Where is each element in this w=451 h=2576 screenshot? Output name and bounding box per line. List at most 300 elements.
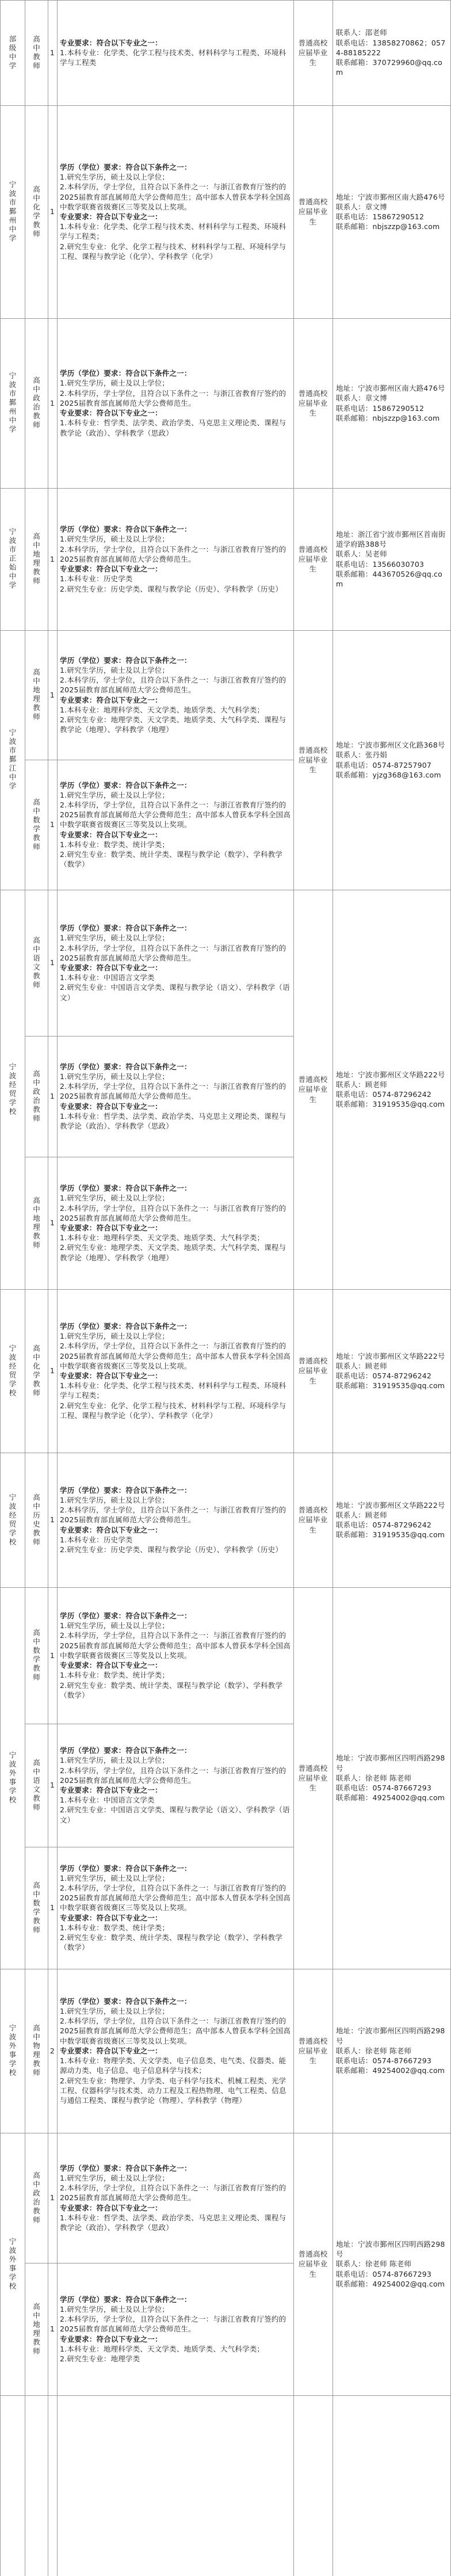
subject-label: 高中语文教师	[32, 1758, 41, 1812]
school-name-cell	[2, 105, 23, 318]
contact-text: 联系电话：0574-87667293	[336, 2269, 432, 2278]
requirements-cell	[60, 1455, 291, 1585]
requirement-text: 2.研究生专业：历史学类、课程与教学论（历史）、学科教学（历史）	[60, 584, 283, 593]
contact-cell	[336, 318, 449, 488]
requirement-heading	[60, 2334, 291, 2344]
contact-lines	[336, 28, 449, 77]
subject-cell	[26, 1587, 47, 1724]
requirement-text: 1.本科专业：哲学类、法学类、政治学类、马克思主义理论类、课程与教学论（政治）、学科教学（思政）	[60, 2213, 286, 2232]
subject-label: 高中政治教师	[32, 1069, 41, 1123]
requirement-text: 1.研究生学历，硕士及以上学位；	[60, 1873, 170, 1883]
requirement-text: 2.研究生专业：历史学类、课程与教学论（历史）、学科教学（历史）	[60, 1545, 283, 1554]
requirement-line	[60, 1681, 291, 1700]
requirement-heading	[60, 1485, 291, 1495]
requirement-line	[60, 1933, 291, 1952]
requirement-text: 1.研究生学历，硕士及以上学位；	[60, 1332, 170, 1341]
subject-label: 高中教师	[32, 35, 41, 71]
headcount-cell	[48, 1724, 57, 1847]
requirement-line	[60, 242, 291, 261]
contact-text: 地址：宁波市鄞州区文华路222号	[336, 1070, 445, 1079]
contact-line	[336, 1361, 445, 1371]
requirement-heading	[60, 1660, 291, 1670]
requirement-text: 专业要求：符合以下专业之一：	[60, 2046, 162, 2055]
requirement-text: 2.本科学历，学士学位，且符合以下条件之一：与浙江省教育厅签约的2025届教育部直属师范大学公费师范生；高中部本人曾获本学科全国高中数学联赛省级赛区三等奖及以上奖项。	[60, 1631, 291, 1660]
requirements-text	[60, 38, 291, 68]
requirements-cell	[60, 1291, 291, 1450]
subject-cell	[26, 1036, 47, 1157]
contact-line	[336, 403, 445, 413]
requirement-text: 学历（学位）要求：符合以下条件之一：	[60, 1746, 192, 1755]
requirements-cell	[60, 1038, 291, 1154]
contact-line	[336, 1520, 445, 1530]
requirement-text: 1.本科专业：地理科学类、天文学类、地质学类、大气科学类；	[60, 705, 265, 714]
requirement-line	[60, 1193, 291, 1203]
requirement-text: 1.研究生学历，硕士及以上学位；	[60, 2304, 170, 2314]
requirement-line	[60, 1766, 291, 1785]
contact-text: 联系邮箱：nbjszzp@163.com	[336, 222, 440, 231]
requirement-line	[60, 388, 291, 408]
requirement-line	[60, 1495, 291, 1505]
requirement-line	[60, 665, 291, 675]
requirement-heading	[60, 1913, 291, 1923]
contact-cell	[336, 105, 449, 318]
requirement-text: 2.本科学历，学士学位，且符合以下条件之一：与浙江省教育厅签约的2025届教育部直属师范大学公费师范生；高中部本人曾获本学科全国高中数学联赛省级赛区三等奖及以上奖项。	[60, 1883, 291, 1912]
recruit-source: 普通高校应届毕业生	[298, 388, 328, 418]
recruit-source-cell	[296, 1453, 330, 1587]
contact-text: 联系人：章文博	[336, 202, 387, 211]
headcount-cell	[48, 1289, 57, 1453]
requirement-line	[60, 222, 291, 241]
requirements-text	[60, 1321, 291, 1420]
requirement-text: 2.研究生专业：中国语言文学类、课程与教学论（语文）、学科教学（语文）	[60, 1805, 290, 1824]
requirement-text: 1.本科专业：历史学类	[60, 1535, 133, 1544]
headcount: 1	[49, 2193, 55, 2202]
requirement-line	[60, 943, 291, 963]
contact-line	[336, 740, 445, 750]
contact-line	[336, 2279, 449, 2289]
contact-line	[336, 383, 445, 393]
requirement-heading	[60, 1321, 291, 1331]
contact-text: 联系邮箱：443670526@qq.com	[336, 569, 442, 588]
headcount-cell	[48, 2263, 57, 2395]
requirement-text: 学历（学位）要求：符合以下条件之一：	[60, 2163, 192, 2173]
requirements-cell	[60, 632, 291, 757]
contact-text: 联系人：顾老师	[336, 1510, 387, 1519]
headcount-cell	[48, 1453, 57, 1587]
contact-line	[336, 2269, 449, 2279]
column-divider	[0, 0, 1, 2576]
requirement-line	[60, 1630, 291, 1660]
requirements-cell	[60, 1726, 291, 1845]
headcount: 1	[49, 958, 55, 967]
requirement-line	[60, 973, 291, 982]
subject-label: 高中地理教师	[32, 2302, 41, 2356]
contact-text: 联系电话：15867290512	[336, 403, 425, 413]
contact-text: 联系人：徐老师 陈老师	[336, 2046, 412, 2055]
contact-lines	[336, 1500, 445, 1540]
contact-line	[336, 1089, 445, 1099]
requirement-line	[60, 1233, 291, 1243]
requirement-heading	[60, 212, 291, 222]
requirement-heading	[60, 656, 291, 665]
requirement-text: 学历（学位）要求：符合以下条件之一：	[60, 780, 192, 790]
contact-lines	[336, 740, 445, 780]
subject-cell	[26, 1724, 47, 1847]
requirements-text	[60, 923, 291, 1003]
subject-cell	[26, 2133, 47, 2263]
requirement-text: 2.研究生专业：数学类、统计学类、课程与教学论（数学）、学科教学（数学）	[60, 1681, 283, 1699]
contact-cell	[336, 1289, 449, 1453]
contact-line	[336, 413, 445, 423]
contact-text: 地址：宁波市鄞州区南大路476号	[336, 192, 445, 201]
contact-lines	[336, 192, 445, 232]
requirements-text	[60, 1996, 291, 2105]
contact-line	[336, 529, 449, 549]
requirement-text: 2.本科学历，学士学位，且符合以下条件之一：与浙江省教育厅签约的2025届教育部直属师范大学公费师范生；高中部本人曾获本学科全国高中数学联赛省级赛区三等奖及以上奖项。	[60, 182, 291, 211]
requirement-heading	[60, 524, 291, 534]
contact-line	[336, 559, 449, 569]
requirement-text: 专业要求：符合以下专业之一：	[60, 565, 162, 574]
requirement-text: 1.研究生学历，硕士及以上学位；	[60, 173, 170, 182]
subject-cell	[26, 1847, 47, 1969]
requirement-text: 专业要求：符合以下专业之一：	[60, 2203, 162, 2212]
headcount: 1	[49, 1651, 55, 1660]
requirement-text: 学历（学位）要求：符合以下条件之一：	[60, 656, 192, 665]
recruit-source-cell	[296, 1969, 330, 2133]
requirement-text: 2.研究生专业：中国语言文学类、课程与教学论（语文）、学科教学（语文）	[60, 983, 290, 1002]
contact-text: 联系电话：15867290512	[336, 212, 425, 221]
requirement-text: 专业要求：符合以下专业之一：	[60, 1371, 162, 1380]
position-divider	[25, 1036, 293, 1037]
subject-label: 高中地理教师	[32, 1196, 41, 1250]
requirement-text: 2.研究生专业：物理学、力学类、电子科学与技术、机械工程类、光学工程、仪器科学与技术类、动力工程及工程热物理、电气工程类、信息与通信工程类、课程与教学论（物理）、学科教学（物理）	[60, 2076, 286, 2105]
requirement-line	[60, 1545, 291, 1554]
requirement-heading	[60, 1864, 291, 1873]
contact-line	[336, 58, 449, 77]
school-name-cell	[2, 1969, 23, 2133]
contact-line	[336, 1773, 449, 1783]
requirements-text	[60, 1183, 291, 1263]
requirement-line	[60, 172, 291, 182]
contact-text: 联系邮箱：31919535@qq.com	[336, 1381, 445, 1390]
requirement-line	[60, 1331, 291, 1341]
requirement-line	[60, 1243, 291, 1262]
headcount-cell	[48, 1157, 57, 1289]
contact-cell	[336, 1969, 449, 2133]
recruit-source-cell	[296, 318, 330, 488]
recruit-source-cell	[296, 488, 330, 630]
requirement-line	[60, 378, 291, 388]
school-name: 宁波市正始中学	[8, 528, 17, 590]
contact-line	[336, 1783, 449, 1793]
requirement-text: 1.研究生学历，硕士及以上学位；	[60, 665, 170, 675]
requirement-heading	[60, 923, 291, 933]
subject-label: 高中历史教师	[32, 1493, 41, 1547]
contact-text: 联系人：顾老师	[336, 1361, 387, 1370]
subject-cell	[26, 1157, 47, 1289]
subject-label: 高中数学教师	[32, 1629, 41, 1682]
requirement-heading	[60, 963, 291, 973]
requirements-text	[60, 656, 291, 735]
requirement-line	[60, 1111, 291, 1131]
requirement-heading	[60, 1996, 291, 2006]
requirement-line	[60, 982, 291, 1002]
requirement-heading	[60, 780, 291, 790]
requirement-text: 学历（学位）要求：符合以下条件之一：	[60, 2295, 192, 2304]
requirement-text: 1.本科专业：哲学类、法学类、政治学类、马克思主义理论类、课程与教学论（政治）、学科教学（思政）	[60, 418, 286, 437]
requirement-heading	[60, 368, 291, 378]
requirements-cell	[60, 1849, 291, 1967]
requirements-text	[60, 2163, 291, 2232]
headcount: 2	[49, 2046, 55, 2055]
recruit-source-cell	[296, 2133, 330, 2395]
school-name-cell	[2, 0, 23, 105]
contact-cell	[336, 1453, 449, 1587]
subject-label: 高中政治教师	[32, 2171, 41, 2225]
headcount: 1	[49, 48, 55, 57]
contact-text: 联系电话：13858270862；0574-88185222	[336, 38, 446, 57]
subject-cell	[26, 1453, 47, 1587]
subject-cell	[26, 0, 47, 105]
requirement-text: 2.本科学历，学士学位，且符合以下条件之一：与浙江省教育厅签约的2025届教育部直属师范大学公费师范生。	[60, 943, 286, 962]
contact-line	[336, 1099, 445, 1109]
requirements-cell	[60, 2135, 291, 2261]
subject-cell	[26, 2263, 47, 2395]
requirement-text: 专业要求：符合以下专业之一：	[60, 1786, 162, 1794]
requirement-line	[60, 418, 291, 437]
requirements-text	[60, 1611, 291, 1700]
recruit-source-cell	[296, 1587, 330, 1969]
contact-line	[336, 38, 449, 58]
subject-cell	[26, 760, 47, 890]
requirement-text: 1.研究生学历，硕士及以上学位；	[60, 379, 170, 388]
subject-label: 高中化学教师	[32, 1344, 41, 1398]
headcount-cell	[48, 105, 57, 318]
requirement-heading	[60, 2295, 291, 2304]
requirement-line	[60, 2076, 291, 2106]
recruit-source: 普通高校应届毕业生	[298, 197, 328, 226]
recruit-source: 普通高校应届毕业生	[298, 38, 328, 67]
row-divider	[0, 2395, 451, 2396]
requirement-text: 学历（学位）要求：符合以下条件之一：	[60, 1321, 192, 1331]
requirement-heading	[60, 2046, 291, 2056]
requirements-text	[60, 780, 291, 870]
subject-cell	[26, 318, 47, 488]
contact-line	[336, 770, 445, 780]
subject-cell	[26, 630, 47, 760]
subject-label: 高中化学教师	[32, 185, 41, 239]
requirement-line	[60, 1381, 291, 1400]
recruit-source: 普通高校应届毕业生	[298, 1075, 328, 1104]
contact-line	[336, 569, 449, 589]
requirement-text: 专业要求：符合以下专业之一：	[60, 2334, 162, 2343]
school-name-cell	[2, 1289, 23, 1453]
contact-text: 联系人：徐老师 陈老师	[336, 2259, 412, 2269]
contact-line	[336, 1080, 445, 1089]
school-name: 宁波经贸学校	[8, 1062, 17, 1116]
headcount: 1	[49, 554, 55, 563]
contact-text: 联系邮箱：nbjszzp@163.com	[336, 413, 440, 422]
headcount-cell	[48, 890, 57, 1036]
contact-text: 联系电话：0574-87296242	[336, 1371, 432, 1380]
recruit-source-cell	[296, 105, 330, 318]
requirement-line	[60, 2006, 291, 2016]
contact-line	[336, 1381, 445, 1390]
requirement-line	[60, 182, 291, 212]
requirement-text: 1.本科专业：物理学类、天文学类、电子信息类、电气类、仪器类、能源动力类、电子信息、电子信息科学与技术；	[60, 2056, 286, 2075]
requirements-cell	[60, 1971, 291, 2131]
headcount: 1	[49, 1515, 55, 1525]
school-name: 宁波经贸学校	[8, 1493, 17, 1547]
contact-line	[336, 2259, 449, 2269]
subject-label: 高中政治教师	[32, 376, 41, 430]
contact-text: 联系电话：0574-87257907	[336, 760, 432, 769]
headcount-cell	[48, 0, 57, 105]
school-name-cell	[2, 2133, 23, 2395]
contact-text: 联系邮箱：49254002@qq.com	[336, 2279, 445, 2288]
column-divider	[57, 0, 58, 2576]
contact-line	[336, 2239, 449, 2259]
contact-text: 地址：宁波市鄞州区四明西路298号	[336, 2026, 445, 2045]
requirement-line	[60, 705, 291, 715]
recruit-source-cell	[296, 1289, 330, 1453]
subject-label: 高中地理教师	[32, 668, 41, 722]
requirement-text: 1.本科专业：历史学类	[60, 574, 133, 584]
subject-label: 高中数学教师	[32, 1881, 41, 1935]
requirement-text: 学历（学位）要求：符合以下条件之一：	[60, 924, 192, 933]
requirement-text: 1.研究生学历，硕士及以上学位；	[60, 1495, 170, 1504]
contact-cell	[336, 0, 449, 105]
contact-text: 联系人：章文博	[336, 394, 387, 403]
requirement-line	[60, 1795, 291, 1805]
requirement-line	[60, 840, 291, 849]
requirement-text: 1.本科专业：数学类、统计学类；	[60, 840, 170, 849]
contact-line	[336, 192, 445, 202]
recruit-source: 普通高校应届毕业生	[298, 745, 328, 775]
requirement-text: 2.本科学历，学士学位，且符合以下条件之一：与浙江省教育厅签约的2025届教育部直属师范大学公费师范生。	[60, 1203, 286, 1222]
requirements-text	[60, 524, 291, 593]
requirement-heading	[60, 1611, 291, 1621]
requirement-line	[60, 790, 291, 800]
requirement-heading	[60, 564, 291, 574]
contact-line	[336, 750, 445, 760]
requirement-text: 1.本科专业：中国语言文学类	[60, 1796, 155, 1805]
recruit-source: 普通高校应届毕业生	[298, 1763, 328, 1793]
subject-label: 高中数学教师	[32, 798, 41, 852]
contact-line	[336, 2046, 449, 2056]
requirements-cell	[60, 1159, 291, 1287]
recruit-source: 普通高校应届毕业生	[298, 1356, 328, 1385]
school-name: 宁波市鄞州中学	[8, 180, 17, 243]
subject-cell	[26, 1289, 47, 1453]
contact-line	[336, 1510, 445, 1520]
recruit-source: 普通高校应届毕业生	[298, 2250, 328, 2278]
recruit-source-cell	[296, 0, 330, 105]
school-name-cell	[2, 630, 23, 890]
contact-text: 地址：浙江省宁波市鄞州区首南街道学府路388号	[336, 529, 446, 549]
contact-text: 联系人：顾老师	[336, 1080, 387, 1089]
requirement-text: 2.研究生专业：地理学类、天文学类、地质学类、大气科学类、课程与教学论（地理）、学科教学（地理）	[60, 715, 286, 734]
requirement-line	[60, 2314, 291, 2334]
contact-text: 联系电话：13566030703	[336, 559, 425, 569]
requirement-text: 学历（学位）要求：符合以下条件之一：	[60, 162, 192, 172]
headcount-cell	[48, 1847, 57, 1969]
requirement-line	[60, 1883, 291, 1913]
contact-lines	[336, 1753, 449, 1803]
recruit-source-cell	[296, 630, 330, 890]
headcount: 1	[49, 2325, 55, 2334]
requirement-line	[60, 675, 291, 695]
requirements-cell	[60, 2, 291, 103]
contact-line	[336, 1351, 445, 1361]
requirement-text: 1.本科专业：数学类、统计学类；	[60, 1671, 170, 1680]
requirements-cell	[60, 108, 291, 316]
requirement-text: 1.本科专业：化学类、化学工程与技术类、材料科学与工程类、环境科学与工程类	[60, 48, 286, 67]
requirement-line	[60, 2056, 291, 2075]
requirement-line	[60, 2183, 291, 2202]
requirement-line	[60, 1535, 291, 1545]
requirement-text: 1.本科专业：地理科学类、天文学类、地质学类、大气科学类；	[60, 2344, 265, 2353]
contact-cell	[336, 2133, 449, 2395]
headcount-cell	[48, 488, 57, 630]
contact-text: 地址：宁波市鄞州区南大路476号	[336, 384, 445, 393]
contact-line	[336, 202, 445, 212]
contact-line	[336, 222, 445, 231]
contact-cell	[336, 890, 449, 1289]
requirement-text: 学历（学位）要求：符合以下条件之一：	[60, 1864, 192, 1873]
school-name: 宁波外事学校	[8, 1751, 17, 1805]
requirement-text: 2.研究生专业：化学、化学工程与技术、材料科学与工程、环境科学与工程、课程与教学论（化学）、学科教学（化学）	[60, 1401, 286, 1420]
requirement-line	[60, 2354, 291, 2364]
requirement-line	[60, 2213, 291, 2232]
contact-text: 地址：宁波市鄞州区文化路368号	[336, 741, 445, 750]
headcount-cell	[48, 1036, 57, 1157]
subject-cell	[26, 1969, 47, 2133]
headcount-cell	[48, 630, 57, 760]
requirement-text: 专业要求：符合以下专业之一：	[60, 38, 162, 47]
contact-text: 联系邮箱：49254002@qq.com	[336, 2066, 445, 2075]
requirement-text: 专业要求：符合以下专业之一：	[60, 1102, 162, 1111]
requirements-text	[60, 1864, 291, 1953]
contact-text: 联系邮箱：yjzg368@163.com	[336, 770, 441, 779]
requirement-text: 2.本科学历，学士学位，且符合以下条件之一：与浙江省教育厅签约的2025届教育部直属师范大学公费师范生。	[60, 1766, 286, 1785]
requirement-text: 学历（学位）要求：符合以下条件之一：	[60, 1485, 192, 1495]
requirement-line	[60, 1505, 291, 1525]
contact-line	[336, 2066, 449, 2075]
requirement-heading	[60, 162, 291, 172]
requirement-heading	[60, 1525, 291, 1535]
requirement-line	[60, 584, 291, 594]
contact-text: 地址：宁波市鄞州区文华路222号	[336, 1351, 445, 1361]
requirement-line	[60, 544, 291, 564]
contact-text: 联系人：邵老师	[336, 28, 387, 37]
requirement-text: 2.研究生专业：地理学类、天文学类、地质学类、大气科学类、课程与教学论（地理）、学科教学（地理）	[60, 1243, 286, 1262]
contact-line	[336, 1753, 449, 1773]
requirement-heading	[60, 1371, 291, 1381]
contact-line	[336, 393, 445, 403]
contact-lines	[336, 1351, 445, 1391]
contact-line	[336, 1070, 445, 1080]
requirement-text: 专业要求：符合以下专业之一：	[60, 830, 162, 839]
requirement-text: 1.本科专业：地理科学类、天文学类、地质学类、大气科学类；	[60, 1233, 265, 1243]
requirement-text: 学历（学位）要求：符合以下条件之一：	[60, 1062, 192, 1071]
requirements-cell	[60, 762, 291, 887]
headcount: 1	[49, 207, 55, 216]
requirement-text: 专业要求：符合以下专业之一：	[60, 1224, 162, 1232]
requirement-text: 2.本科学历，学士学位，且符合以下条件之一：与浙江省教育厅签约的2025届教育部直属师范大学公费师范生。	[60, 2315, 286, 2334]
requirement-text: 1.研究生学历，硕士及以上学位；	[60, 1756, 170, 1765]
requirement-line	[60, 933, 291, 943]
